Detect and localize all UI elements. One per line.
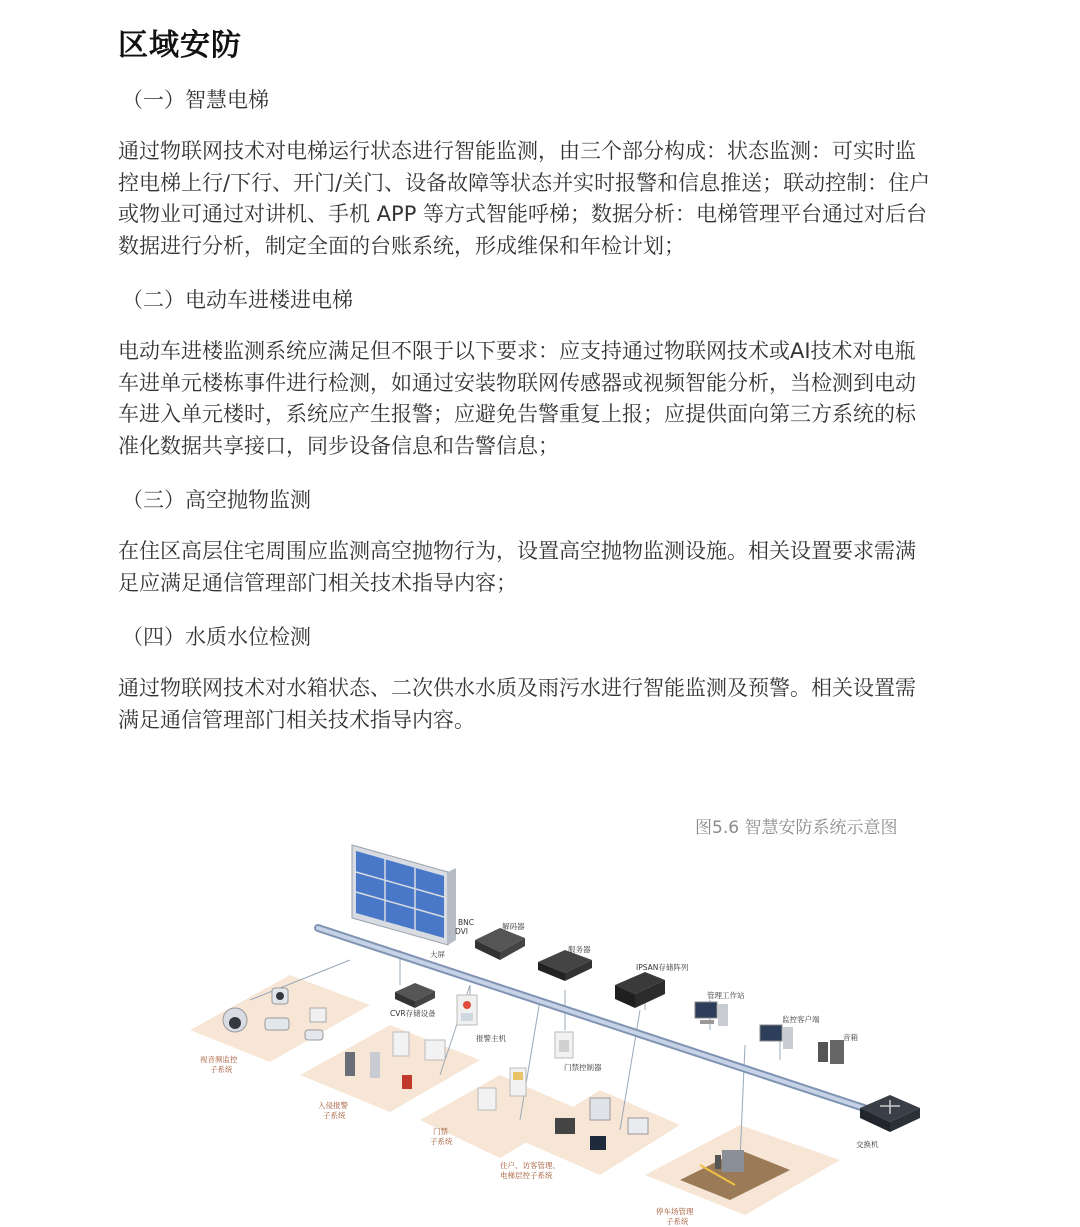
label-door-controller: 门禁控制器 [564, 1063, 602, 1072]
door-controller-device [555, 1032, 573, 1058]
figure-caption: 图5.6 智慧安防系统示意图 [695, 818, 898, 838]
switch-device [860, 1095, 920, 1132]
paragraph-line: 数据进行分析，制定全面的台账系统，形成维保和年检计划； [118, 233, 685, 258]
workstation-device [695, 1002, 728, 1026]
section-heading: （一）智慧电梯 [122, 88, 269, 112]
section-paragraph [118, 336, 968, 462]
label-visitor: 住户、访客管理、电梯层控子系统 [500, 1161, 560, 1180]
label-monitor-client: 监控客户端 [782, 1015, 820, 1024]
label-big-screen: 大屏 [430, 950, 445, 959]
label-decoder: 解码器 [502, 922, 525, 931]
ipsan-device [615, 972, 665, 1008]
paragraph-line: 足应满足通信管理部门相关技术指导内容； [118, 570, 517, 595]
security-system-diagram [0, 780, 1080, 1227]
label-workstation: 管理工作站 [707, 991, 745, 1000]
paragraph-line: 通过物联网技术对水箱状态、二次供水水质及雨污水进行智能监测及预警。相关设置需 [118, 676, 916, 700]
section-heading: （四）水质水位检测 [122, 625, 311, 649]
monitor-client-device [760, 1025, 793, 1049]
label-alarm-host: 报警主机 [476, 1034, 506, 1043]
label-bnc-dvi-2: DVI [455, 927, 468, 936]
label-intrusion: 入侵报警子系统 [318, 1101, 348, 1120]
section-paragraph [118, 536, 968, 599]
paragraph-line: 电动车进楼监测系统应满足但不限于以下要求：应支持通过物联网技术或AI技术对电瓶 [118, 339, 916, 363]
paragraph-line: 在住区高层住宅周围应监测高空抛物行为，设置高空抛物监测设施。相关设置要求需满 [118, 539, 916, 563]
speaker-device [818, 1040, 844, 1064]
paragraph-line: 车进单元楼栋事件进行检测，如通过安装物联网传感器或视频智能分析，当检测到电动 [118, 370, 916, 395]
label-server: 服务器 [568, 945, 591, 954]
paragraph-line: 或物业可通过对讲机、手机 APP 等方式智能呼梯；数据分析：电梯管理平台通过对后台 [118, 202, 928, 226]
paragraph-line: 车进入单元楼时，系统应产生报警；应避免告警重复上报；应提供面向第三方系统的标 [118, 402, 916, 426]
page-title: 区域安防 [118, 28, 242, 63]
alarm-host-device [457, 995, 477, 1025]
paragraph-line: 控电梯上行/下行、开门/关门、设备故障等状态并实时报警和信息推送；联动控制：住户 [118, 170, 931, 195]
label-bnc-dvi [455, 918, 474, 936]
zone-intrusion [300, 1025, 480, 1112]
paragraph-line: 通过物联网技术对电梯运行状态进行智能监测，由三个部分构成：状态监测：可实时监 [118, 139, 916, 163]
section-heading: （二）电动车进楼进电梯 [122, 288, 353, 312]
cvr-device [395, 983, 435, 1008]
label-ipsan: IPSAN存储阵列 [636, 963, 689, 972]
label-switch: 交换机 [856, 1140, 879, 1149]
paragraph-line: 满足通信管理部门相关技术指导内容。 [118, 707, 475, 732]
paragraph-line: 准化数据共享接口，同步设备信息和告警信息； [118, 433, 559, 458]
section-heading: （三）高空抛物监测 [122, 488, 311, 512]
section-paragraph [118, 136, 968, 262]
decoder-device [475, 928, 525, 960]
label-parking: 停车场管理子系统 [656, 1207, 694, 1226]
server-device [538, 950, 592, 981]
section-paragraph [118, 673, 968, 736]
label-speaker: 音箱 [843, 1033, 858, 1042]
label-bnc-dvi-1: BNC [458, 918, 474, 927]
label-access: 门禁子系统 [430, 1127, 453, 1146]
label-cvr: CVR存储设备 [390, 1009, 436, 1018]
video-wall [352, 845, 456, 945]
label-av-monitor: 视音频监控子系统 [200, 1055, 238, 1074]
